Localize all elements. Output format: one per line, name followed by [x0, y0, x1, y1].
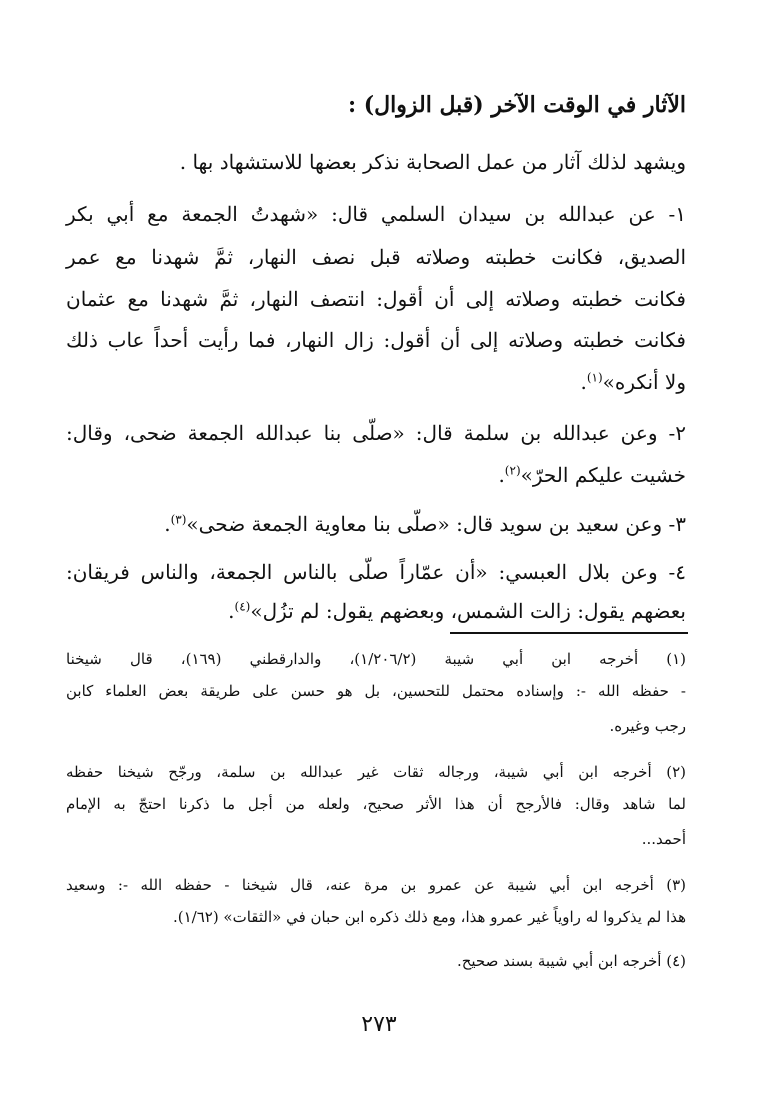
athar-1-period: . — [580, 370, 587, 394]
footnote-2-line-3: أحمد... — [641, 830, 686, 848]
athar-1-line-4: فكانت خطبته وصلاته إلى أن أقول: زال النهار، فما رأيت أحداً عاب ذلك — [66, 328, 686, 352]
athar-4-line-1: ٤- وعن بلال العبسي: «أن عمّاراً صلّى بالناس الجمعة، والناس فريقان: — [66, 560, 686, 584]
footnote-1-line-3: رجب وغيره. — [609, 717, 686, 735]
athar-4-closing-text: بعضهم يقول: زالت الشمس، وبعضهم يقول: لم تزُل» — [250, 599, 686, 623]
footnote-ref-3: (٣) — [170, 512, 187, 527]
athar-3-text: ٣- وعن سعيد بن سويد قال: «صلّى بنا معاوية الجمعة ضحى» — [186, 512, 686, 536]
intro-paragraph: ويشهد لذلك آثار من عمل الصحابة نذكر بعضها للاستشهاد بها . — [179, 150, 686, 174]
athar-4-period: . — [228, 599, 235, 623]
footnote-ref-1: (١) — [586, 370, 603, 385]
footnote-4-line-1: (٤) أخرجه ابن أبي شيبة بسند صحيح. — [456, 952, 686, 970]
athar-2-line-1: ٢- وعن عبدالله بن سلمة قال: «صلّى بنا عبدالله الجمعة ضحى، وقال: — [66, 421, 686, 445]
footnote-1-line-1: (١) أخرجه ابن أبي شيبة (١/٢٠٦/٢)، والدارقطني (١٦٩)، قال شيخنا — [66, 650, 687, 668]
athar-1-line-3: فكانت خطبته وصلاته إلى أن أقول: انتصف النهار، ثمَّ شهدنا مع عثمان — [66, 287, 686, 311]
athar-3-line-1 — [66, 510, 686, 538]
athar-1-closing-text: ولا أنكره» — [602, 370, 686, 394]
footnote-1-line-2: - حفظه الله -: وإسناده محتمل للتحسين، بل هو حسن على طريقة بعض العلماء كابن — [66, 682, 686, 700]
athar-4-line-2 — [66, 597, 686, 625]
athar-3-period: . — [164, 512, 171, 536]
athar-1-line-1: ١- عن عبدالله بن سيدان السلمي قال: «شهدتُ الجمعة مع أبي بكر — [66, 202, 686, 226]
footnote-2-line-1: (٢) أخرجه ابن أبي شيبة، ورجاله ثقات غير عبدالله بن سلمة، ورجّح شيخنا حفظه — [66, 763, 686, 781]
footnote-3-line-1: (٣) أخرجه ابن أبي شيبة عن عمرو بن مرة عنه، قال شيخنا - حفظه الله -: وسعيد — [66, 876, 686, 894]
footnote-ref-2: (٢) — [504, 463, 521, 478]
athar-1-line-2: الصديق، فكانت خطبته وصلاته قبل نصف النهار، ثمَّ شهدنا مع عمر — [66, 245, 686, 269]
footnote-separator — [450, 632, 688, 634]
footnote-3-line-2: هذا لم يذكروا له راوياً غير عمرو هذا، ومع ذلك ذكره ابن حبان في «الثقات» (١/٦٢). — [172, 908, 686, 926]
athar-2-period: . — [498, 463, 505, 487]
athar-2-closing-text: خشيت عليكم الحرّ» — [520, 463, 686, 487]
footnote-ref-4: (٤) — [234, 599, 251, 614]
athar-1-line-5 — [66, 368, 686, 396]
footnote-2-line-2: لما شاهد وقال: فالأرجح أن هذا الأثر صحيح، ولعله من أجل ما ذكرنا احتجّ به الإمام — [66, 795, 686, 813]
section-heading: الآثار في الوقت الآخر (قبل الزوال) : — [347, 92, 686, 118]
page-number: ٢٧٣ — [361, 1012, 397, 1037]
athar-2-line-2 — [66, 461, 686, 489]
